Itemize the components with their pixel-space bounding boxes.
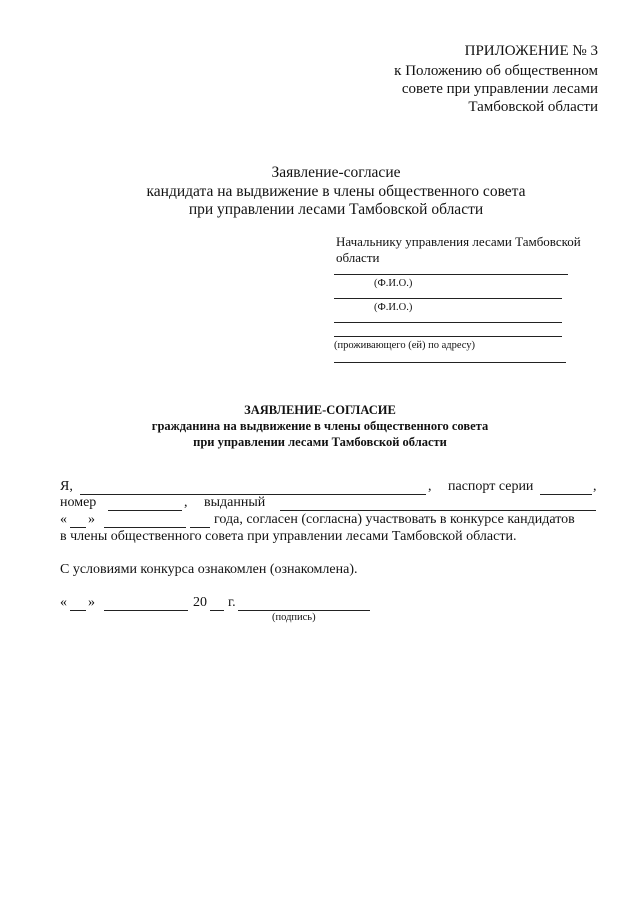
sign-quote-close: »: [88, 595, 95, 610]
heading-line-1: Заявление-согласие: [271, 164, 401, 181]
sign-year-prefix: 20: [193, 595, 207, 610]
statement-title: ЗАЯВЛЕНИЕ-СОГЛАСИЕ: [244, 403, 396, 417]
heading-line-3: при управлении лесами Тамбовской области: [188, 201, 484, 218]
passport-series-field[interactable]: [540, 494, 592, 495]
sign-day-field[interactable]: [70, 610, 86, 611]
document-page: ПРИЛОЖЕНИЕ № 3 к Положению об общественном совете при управлении лесами Тамбовской области Заявление-согласие кандидата на выдвижение в члены общественного совета при управлении лесами Тамбовской области Начальнику управления лесами Тамбовской области (Ф.И.О.) (Ф.И.О.) (проживающего (ей) по адресу) ЗАЯВЛЕНИЕ-СОГЛАСИЕ гражданина на выдвижение в члены общественного совета при управлении лесами Тамбовской области Я, , паспорт серии , номер , выданный « » года, согласен (согласна) участвовать в конкурсе кандидатов в члены общественного совета при управлении лесами Тамбовской области. С условиями конкурса ознакомлен (ознакомлена). « » 20 г. (подпись): [0, 0, 640, 905]
body-i: Я,: [60, 479, 73, 494]
sign-quote-open: «: [60, 595, 67, 610]
address-line-1: [334, 322, 562, 323]
heading-line-2: кандидата на выдвижение в члены общественного совета: [146, 183, 526, 200]
continuation-text: в члены общественного совета при управлении лесами Тамбовской области.: [60, 529, 517, 544]
sign-year-suffix: г.: [228, 595, 236, 610]
fio-line-1: [334, 274, 568, 275]
year-text: года, согласен (согласна) участвовать в конкурсе кандидатов: [214, 512, 575, 527]
sign-month-field[interactable]: [104, 610, 188, 611]
address-line-3: [334, 362, 566, 363]
number-label: номер: [60, 495, 97, 510]
passport-label: паспорт серии: [448, 479, 534, 494]
issued-label: выданный: [204, 495, 266, 510]
signature-field[interactable]: [238, 610, 370, 611]
statement-subtitle-1: гражданина на выдвижение в члены общественного совета: [151, 419, 489, 433]
addressee-text: Начальнику управления лесами Тамбовской области: [336, 234, 581, 265]
acknowledged-text: С условиями конкурса ознакомлен (ознакомлена).: [60, 562, 358, 577]
appendix-title: ПРИЛОЖЕНИЕ № 3: [464, 43, 598, 59]
address-line-2: [334, 336, 562, 337]
statement-subtitle-2: при управлении лесами Тамбовской области: [193, 435, 447, 449]
fio-label-1: (Ф.И.О.): [374, 278, 413, 289]
address-label: (проживающего (ей) по адресу): [334, 340, 476, 351]
passport-number-field[interactable]: [108, 510, 182, 511]
sign-year-field[interactable]: [210, 610, 224, 611]
fio-line-2: [334, 298, 562, 299]
appendix-line-2: к Положению об общественном: [394, 63, 598, 79]
appendix-line-3: совете при управлении лесами: [401, 81, 598, 97]
appendix-line-4: Тамбовской области: [468, 99, 598, 115]
signature-label: (подпись): [272, 612, 316, 623]
quote-close: »: [88, 512, 95, 527]
fio-label-2: (Ф.И.О.): [374, 302, 413, 313]
quote-open: «: [60, 512, 67, 527]
